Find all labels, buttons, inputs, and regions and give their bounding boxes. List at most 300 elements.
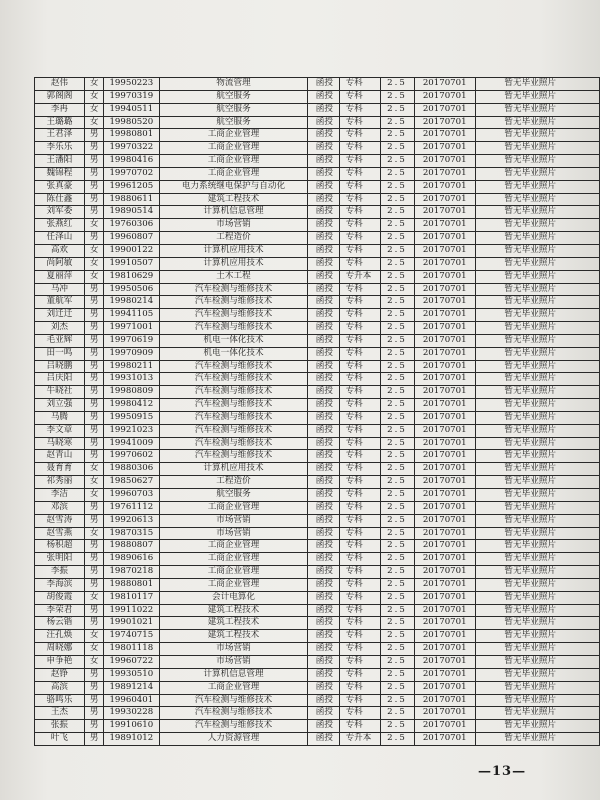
table-row xyxy=(35,566,600,579)
table-row xyxy=(35,630,600,643)
major-cell: 工商企业管理 xyxy=(160,501,308,514)
major-cell: 工商企业管理 xyxy=(160,155,308,168)
remark-cell: 暂无毕业照片 xyxy=(476,604,600,617)
birthdate-cell: 19941105 xyxy=(104,309,160,322)
birthdate-cell: 19941009 xyxy=(104,437,160,450)
study-mode-cell: 函授 xyxy=(307,283,339,296)
gender-cell: 男 xyxy=(84,578,104,591)
study-mode-cell: 函授 xyxy=(307,463,339,476)
table-row xyxy=(35,244,600,257)
table-row xyxy=(35,386,600,399)
level-cell: 专科 xyxy=(339,411,381,424)
study-mode-cell: 函授 xyxy=(307,476,339,489)
table-row xyxy=(35,90,600,103)
graduation-date-cell: 20170701 xyxy=(414,309,476,322)
birthdate-cell: 19980412 xyxy=(104,399,160,412)
table-row xyxy=(35,681,600,694)
remark-cell: 暂无毕业照片 xyxy=(476,437,600,450)
graduation-date-cell: 20170701 xyxy=(414,411,476,424)
major-cell: 工商企业管理 xyxy=(160,129,308,142)
graduation-date-cell: 20170701 xyxy=(414,617,476,630)
years-cell: 2.5 xyxy=(381,103,415,116)
years-cell: 2.5 xyxy=(381,360,415,373)
major-cell: 航空服务 xyxy=(160,116,308,129)
remark-cell: 暂无毕业照片 xyxy=(476,219,600,232)
gender-cell: 男 xyxy=(84,360,104,373)
remark-cell: 暂无毕业照片 xyxy=(476,206,600,219)
level-cell: 专科 xyxy=(339,424,381,437)
table-row xyxy=(35,283,600,296)
study-mode-cell: 函授 xyxy=(307,578,339,591)
birthdate-cell: 19801118 xyxy=(104,643,160,656)
name-cell: 骆鸣乐 xyxy=(35,694,85,707)
level-cell: 专科 xyxy=(339,643,381,656)
birthdate-cell: 19900122 xyxy=(104,244,160,257)
major-cell: 工商企业管理 xyxy=(160,566,308,579)
level-cell: 专科 xyxy=(339,360,381,373)
remark-cell: 暂无毕业照片 xyxy=(476,476,600,489)
graduation-date-cell: 20170701 xyxy=(414,643,476,656)
remark-cell: 暂无毕业照片 xyxy=(476,681,600,694)
years-cell: 2.5 xyxy=(381,232,415,245)
study-mode-cell: 函授 xyxy=(307,489,339,502)
table-row xyxy=(35,334,600,347)
name-cell: 邓滨 xyxy=(35,501,85,514)
study-mode-cell: 函授 xyxy=(307,514,339,527)
gender-cell: 女 xyxy=(84,463,104,476)
birthdate-cell: 19850627 xyxy=(104,476,160,489)
gender-cell: 男 xyxy=(84,206,104,219)
name-cell: 高滨 xyxy=(35,681,85,694)
gender-cell: 男 xyxy=(84,707,104,720)
level-cell: 专科 xyxy=(339,668,381,681)
study-mode-cell: 函授 xyxy=(307,322,339,335)
gender-cell: 男 xyxy=(84,514,104,527)
table-row xyxy=(35,707,600,720)
major-cell: 建筑工程技术 xyxy=(160,604,308,617)
level-cell: 专科 xyxy=(339,617,381,630)
study-mode-cell: 函授 xyxy=(307,386,339,399)
years-cell: 2.5 xyxy=(381,373,415,386)
gender-cell: 女 xyxy=(84,489,104,502)
years-cell: 2.5 xyxy=(381,90,415,103)
graduation-date-cell: 20170701 xyxy=(414,501,476,514)
level-cell: 专科 xyxy=(339,655,381,668)
graduation-date-cell: 20170701 xyxy=(414,347,476,360)
level-cell: 专科 xyxy=(339,540,381,553)
gender-cell: 男 xyxy=(84,322,104,335)
study-mode-cell: 函授 xyxy=(307,155,339,168)
name-cell: 赵青山 xyxy=(35,450,85,463)
name-cell: 尚阿敏 xyxy=(35,257,85,270)
table-row xyxy=(35,437,600,450)
remark-cell: 暂无毕业照片 xyxy=(476,373,600,386)
graduation-date-cell: 20170701 xyxy=(414,476,476,489)
graduation-date-cell: 20170701 xyxy=(414,180,476,193)
major-cell: 汽车检测与维修技术 xyxy=(160,437,308,450)
graduation-date-cell: 20170701 xyxy=(414,540,476,553)
table-row xyxy=(35,463,600,476)
name-cell: 魏锦程 xyxy=(35,167,85,180)
gender-cell: 男 xyxy=(84,450,104,463)
gender-cell: 男 xyxy=(84,501,104,514)
years-cell: 2.5 xyxy=(381,283,415,296)
table-row xyxy=(35,668,600,681)
level-cell: 专科 xyxy=(339,720,381,733)
table-row xyxy=(35,655,600,668)
major-cell: 汽车检测与维修技术 xyxy=(160,424,308,437)
gender-cell: 女 xyxy=(84,90,104,103)
gender-cell: 男 xyxy=(84,604,104,617)
name-cell: 马腾 xyxy=(35,411,85,424)
birthdate-cell: 19960807 xyxy=(104,232,160,245)
table-row xyxy=(35,167,600,180)
gender-cell: 男 xyxy=(84,129,104,142)
birthdate-cell: 19890616 xyxy=(104,553,160,566)
graduation-date-cell: 20170701 xyxy=(414,604,476,617)
years-cell: 2.5 xyxy=(381,720,415,733)
study-mode-cell: 函授 xyxy=(307,424,339,437)
gender-cell: 男 xyxy=(84,553,104,566)
birthdate-cell: 19940511 xyxy=(104,103,160,116)
graduation-date-cell: 20170701 xyxy=(414,720,476,733)
gender-cell: 女 xyxy=(84,78,104,91)
graduation-date-cell: 20170701 xyxy=(414,668,476,681)
name-cell: 杨云锴 xyxy=(35,617,85,630)
name-cell: 夏丽萍 xyxy=(35,270,85,283)
remark-cell: 暂无毕业照片 xyxy=(476,257,600,270)
major-cell: 计算机应用技术 xyxy=(160,463,308,476)
study-mode-cell: 函授 xyxy=(307,309,339,322)
table-row xyxy=(35,604,600,617)
gender-cell: 男 xyxy=(84,694,104,707)
years-cell: 2.5 xyxy=(381,322,415,335)
major-cell: 建筑工程技术 xyxy=(160,630,308,643)
study-mode-cell: 函授 xyxy=(307,219,339,232)
major-cell: 工程造价 xyxy=(160,476,308,489)
table-row xyxy=(35,501,600,514)
major-cell: 机电一体化技术 xyxy=(160,334,308,347)
table-row xyxy=(35,591,600,604)
gender-cell: 女 xyxy=(84,476,104,489)
graduation-date-cell: 20170701 xyxy=(414,322,476,335)
study-mode-cell: 函授 xyxy=(307,694,339,707)
gender-cell: 女 xyxy=(84,630,104,643)
birthdate-cell: 19910610 xyxy=(104,720,160,733)
table-row xyxy=(35,514,600,527)
table-row xyxy=(35,578,600,591)
graduation-date-cell: 20170701 xyxy=(414,193,476,206)
birthdate-cell: 19980416 xyxy=(104,155,160,168)
gender-cell: 男 xyxy=(84,566,104,579)
major-cell: 市场营销 xyxy=(160,514,308,527)
level-cell: 专科 xyxy=(339,450,381,463)
years-cell: 2.5 xyxy=(381,591,415,604)
gender-cell: 男 xyxy=(84,424,104,437)
gender-cell: 男 xyxy=(84,437,104,450)
remark-cell: 暂无毕业照片 xyxy=(476,489,600,502)
graduation-date-cell: 20170701 xyxy=(414,386,476,399)
graduation-date-cell: 20170701 xyxy=(414,283,476,296)
name-cell: 张燕红 xyxy=(35,219,85,232)
major-cell: 土木工程 xyxy=(160,270,308,283)
gender-cell: 男 xyxy=(84,347,104,360)
study-mode-cell: 函授 xyxy=(307,360,339,373)
major-cell: 市场营销 xyxy=(160,655,308,668)
level-cell: 专科 xyxy=(339,232,381,245)
remark-cell: 暂无毕业照片 xyxy=(476,155,600,168)
gender-cell: 男 xyxy=(84,334,104,347)
graduation-date-cell: 20170701 xyxy=(414,527,476,540)
name-cell: 陈仕鑫 xyxy=(35,193,85,206)
years-cell: 2.5 xyxy=(381,450,415,463)
gender-cell: 男 xyxy=(84,232,104,245)
major-cell: 工商企业管理 xyxy=(160,167,308,180)
level-cell: 专科 xyxy=(339,244,381,257)
table-row xyxy=(35,733,600,746)
major-cell: 电力系统继电保护与自动化 xyxy=(160,180,308,193)
remark-cell: 暂无毕业照片 xyxy=(476,540,600,553)
remark-cell: 暂无毕业照片 xyxy=(476,244,600,257)
remark-cell: 暂无毕业照片 xyxy=(476,347,600,360)
name-cell: 吕晓鹏 xyxy=(35,360,85,373)
graduation-date-cell: 20170701 xyxy=(414,360,476,373)
name-cell: 牛晓社 xyxy=(35,386,85,399)
major-cell: 航空服务 xyxy=(160,103,308,116)
level-cell: 专科 xyxy=(339,167,381,180)
gender-cell: 女 xyxy=(84,591,104,604)
gender-cell: 男 xyxy=(84,142,104,155)
birthdate-cell: 19980214 xyxy=(104,296,160,309)
graduation-date-cell: 20170701 xyxy=(414,270,476,283)
remark-cell: 暂无毕业照片 xyxy=(476,733,600,746)
gender-cell: 男 xyxy=(84,668,104,681)
major-cell: 汽车检测与维修技术 xyxy=(160,450,308,463)
years-cell: 2.5 xyxy=(381,501,415,514)
table-body xyxy=(35,78,600,746)
level-cell: 专科 xyxy=(339,578,381,591)
level-cell: 专科 xyxy=(339,514,381,527)
level-cell: 专科 xyxy=(339,604,381,617)
remark-cell: 暂无毕业照片 xyxy=(476,360,600,373)
major-cell: 汽车检测与维修技术 xyxy=(160,707,308,720)
name-cell: 李振 xyxy=(35,566,85,579)
study-mode-cell: 函授 xyxy=(307,347,339,360)
graduation-date-cell: 20170701 xyxy=(414,399,476,412)
graduation-date-cell: 20170701 xyxy=(414,78,476,91)
study-mode-cell: 函授 xyxy=(307,681,339,694)
name-cell: 吕庆阳 xyxy=(35,373,85,386)
level-cell: 专科 xyxy=(339,489,381,502)
level-cell: 专科 xyxy=(339,386,381,399)
gender-cell: 女 xyxy=(84,257,104,270)
birthdate-cell: 19930228 xyxy=(104,707,160,720)
table-row xyxy=(35,411,600,424)
study-mode-cell: 函授 xyxy=(307,630,339,643)
years-cell: 2.5 xyxy=(381,643,415,656)
level-cell: 专科 xyxy=(339,566,381,579)
birthdate-cell: 19880801 xyxy=(104,578,160,591)
table-row xyxy=(35,360,600,373)
name-cell: 聂育育 xyxy=(35,463,85,476)
graduation-date-cell: 20170701 xyxy=(414,373,476,386)
graduation-date-cell: 20170701 xyxy=(414,219,476,232)
years-cell: 2.5 xyxy=(381,463,415,476)
name-cell: 李洁 xyxy=(35,489,85,502)
remark-cell: 暂无毕业照片 xyxy=(476,630,600,643)
years-cell: 2.5 xyxy=(381,578,415,591)
name-cell: 刘军委 xyxy=(35,206,85,219)
major-cell: 工商企业管理 xyxy=(160,553,308,566)
remark-cell: 暂无毕业照片 xyxy=(476,386,600,399)
remark-cell: 暂无毕业照片 xyxy=(476,655,600,668)
study-mode-cell: 函授 xyxy=(307,206,339,219)
years-cell: 2.5 xyxy=(381,527,415,540)
table-row xyxy=(35,450,600,463)
table-row xyxy=(35,476,600,489)
name-cell: 田一鸣 xyxy=(35,347,85,360)
years-cell: 2.5 xyxy=(381,78,415,91)
major-cell: 汽车检测与维修技术 xyxy=(160,411,308,424)
gender-cell: 男 xyxy=(84,373,104,386)
gender-cell: 女 xyxy=(84,527,104,540)
name-cell: 马冲 xyxy=(35,283,85,296)
remark-cell: 暂无毕业照片 xyxy=(476,334,600,347)
table-row xyxy=(35,78,600,91)
years-cell: 2.5 xyxy=(381,566,415,579)
name-cell: 周晓娜 xyxy=(35,643,85,656)
major-cell: 汽车检测与维修技术 xyxy=(160,296,308,309)
remark-cell: 暂无毕业照片 xyxy=(476,283,600,296)
study-mode-cell: 函授 xyxy=(307,116,339,129)
gender-cell: 男 xyxy=(84,411,104,424)
table-row xyxy=(35,694,600,707)
years-cell: 2.5 xyxy=(381,707,415,720)
study-mode-cell: 函授 xyxy=(307,655,339,668)
graduation-date-cell: 20170701 xyxy=(414,155,476,168)
table-row xyxy=(35,103,600,116)
table-row xyxy=(35,347,600,360)
graduation-date-cell: 20170701 xyxy=(414,424,476,437)
name-cell: 高欢 xyxy=(35,244,85,257)
remark-cell: 暂无毕业照片 xyxy=(476,617,600,630)
table-row xyxy=(35,322,600,335)
study-mode-cell: 函授 xyxy=(307,437,339,450)
remark-cell: 暂无毕业照片 xyxy=(476,309,600,322)
years-cell: 2.5 xyxy=(381,386,415,399)
gender-cell: 女 xyxy=(84,643,104,656)
study-mode-cell: 函授 xyxy=(307,129,339,142)
birthdate-cell: 19970319 xyxy=(104,90,160,103)
level-cell: 专科 xyxy=(339,193,381,206)
graduation-date-cell: 20170701 xyxy=(414,142,476,155)
graduation-date-cell: 20170701 xyxy=(414,707,476,720)
table-row xyxy=(35,206,600,219)
remark-cell: 暂无毕业照片 xyxy=(476,296,600,309)
study-mode-cell: 函授 xyxy=(307,707,339,720)
remark-cell: 暂无毕业照片 xyxy=(476,193,600,206)
name-cell: 李海滨 xyxy=(35,578,85,591)
years-cell: 2.5 xyxy=(381,630,415,643)
birthdate-cell: 19890514 xyxy=(104,206,160,219)
level-cell: 专科 xyxy=(339,501,381,514)
remark-cell: 暂无毕业照片 xyxy=(476,399,600,412)
graduation-date-cell: 20170701 xyxy=(414,244,476,257)
table-row xyxy=(35,270,600,283)
name-cell: 申争艳 xyxy=(35,655,85,668)
table-row xyxy=(35,309,600,322)
years-cell: 2.5 xyxy=(381,604,415,617)
level-cell: 专科 xyxy=(339,630,381,643)
name-cell: 刘立强 xyxy=(35,399,85,412)
gender-cell: 男 xyxy=(84,617,104,630)
study-mode-cell: 函授 xyxy=(307,244,339,257)
graduation-date-cell: 20170701 xyxy=(414,90,476,103)
name-cell: 李荣君 xyxy=(35,604,85,617)
major-cell: 汽车检测与维修技术 xyxy=(160,373,308,386)
years-cell: 2.5 xyxy=(381,193,415,206)
level-cell: 专科 xyxy=(339,437,381,450)
graduation-date-cell: 20170701 xyxy=(414,103,476,116)
gender-cell: 男 xyxy=(84,155,104,168)
birthdate-cell: 19891214 xyxy=(104,681,160,694)
major-cell: 汽车检测与维修技术 xyxy=(160,399,308,412)
graduation-date-cell: 20170701 xyxy=(414,489,476,502)
years-cell: 2.5 xyxy=(381,180,415,193)
level-cell: 专科 xyxy=(339,591,381,604)
name-cell: 刘迁迁 xyxy=(35,309,85,322)
page-number: —13— xyxy=(478,764,527,779)
years-cell: 2.5 xyxy=(381,476,415,489)
birthdate-cell: 19901021 xyxy=(104,617,160,630)
level-cell: 专科 xyxy=(339,78,381,91)
remark-cell: 暂无毕业照片 xyxy=(476,142,600,155)
major-cell: 工程造价 xyxy=(160,232,308,245)
gender-cell: 男 xyxy=(84,540,104,553)
remark-cell: 暂无毕业照片 xyxy=(476,578,600,591)
years-cell: 2.5 xyxy=(381,116,415,129)
years-cell: 2.5 xyxy=(381,129,415,142)
level-cell: 专科 xyxy=(339,257,381,270)
years-cell: 2.5 xyxy=(381,681,415,694)
birthdate-cell: 19870315 xyxy=(104,527,160,540)
gender-cell: 男 xyxy=(84,733,104,746)
study-mode-cell: 函授 xyxy=(307,180,339,193)
gender-cell: 男 xyxy=(84,283,104,296)
graduation-date-cell: 20170701 xyxy=(414,553,476,566)
birthdate-cell: 19970909 xyxy=(104,347,160,360)
table-row xyxy=(35,424,600,437)
level-cell: 专科 xyxy=(339,553,381,566)
table-row xyxy=(35,540,600,553)
birthdate-cell: 19950506 xyxy=(104,283,160,296)
remark-cell: 暂无毕业照片 xyxy=(476,180,600,193)
graduation-date-cell: 20170701 xyxy=(414,591,476,604)
name-cell: 马晓寒 xyxy=(35,437,85,450)
major-cell: 市场营销 xyxy=(160,219,308,232)
graduation-date-cell: 20170701 xyxy=(414,232,476,245)
graduation-date-cell: 20170701 xyxy=(414,116,476,129)
years-cell: 2.5 xyxy=(381,347,415,360)
level-cell: 专科 xyxy=(339,155,381,168)
name-cell: 毛亚辉 xyxy=(35,334,85,347)
level-cell: 专科 xyxy=(339,90,381,103)
name-cell: 郭阁阁 xyxy=(35,90,85,103)
level-cell: 专科 xyxy=(339,129,381,142)
gender-cell: 男 xyxy=(84,180,104,193)
name-cell: 杨积超 xyxy=(35,540,85,553)
name-cell: 汪孔焕 xyxy=(35,630,85,643)
